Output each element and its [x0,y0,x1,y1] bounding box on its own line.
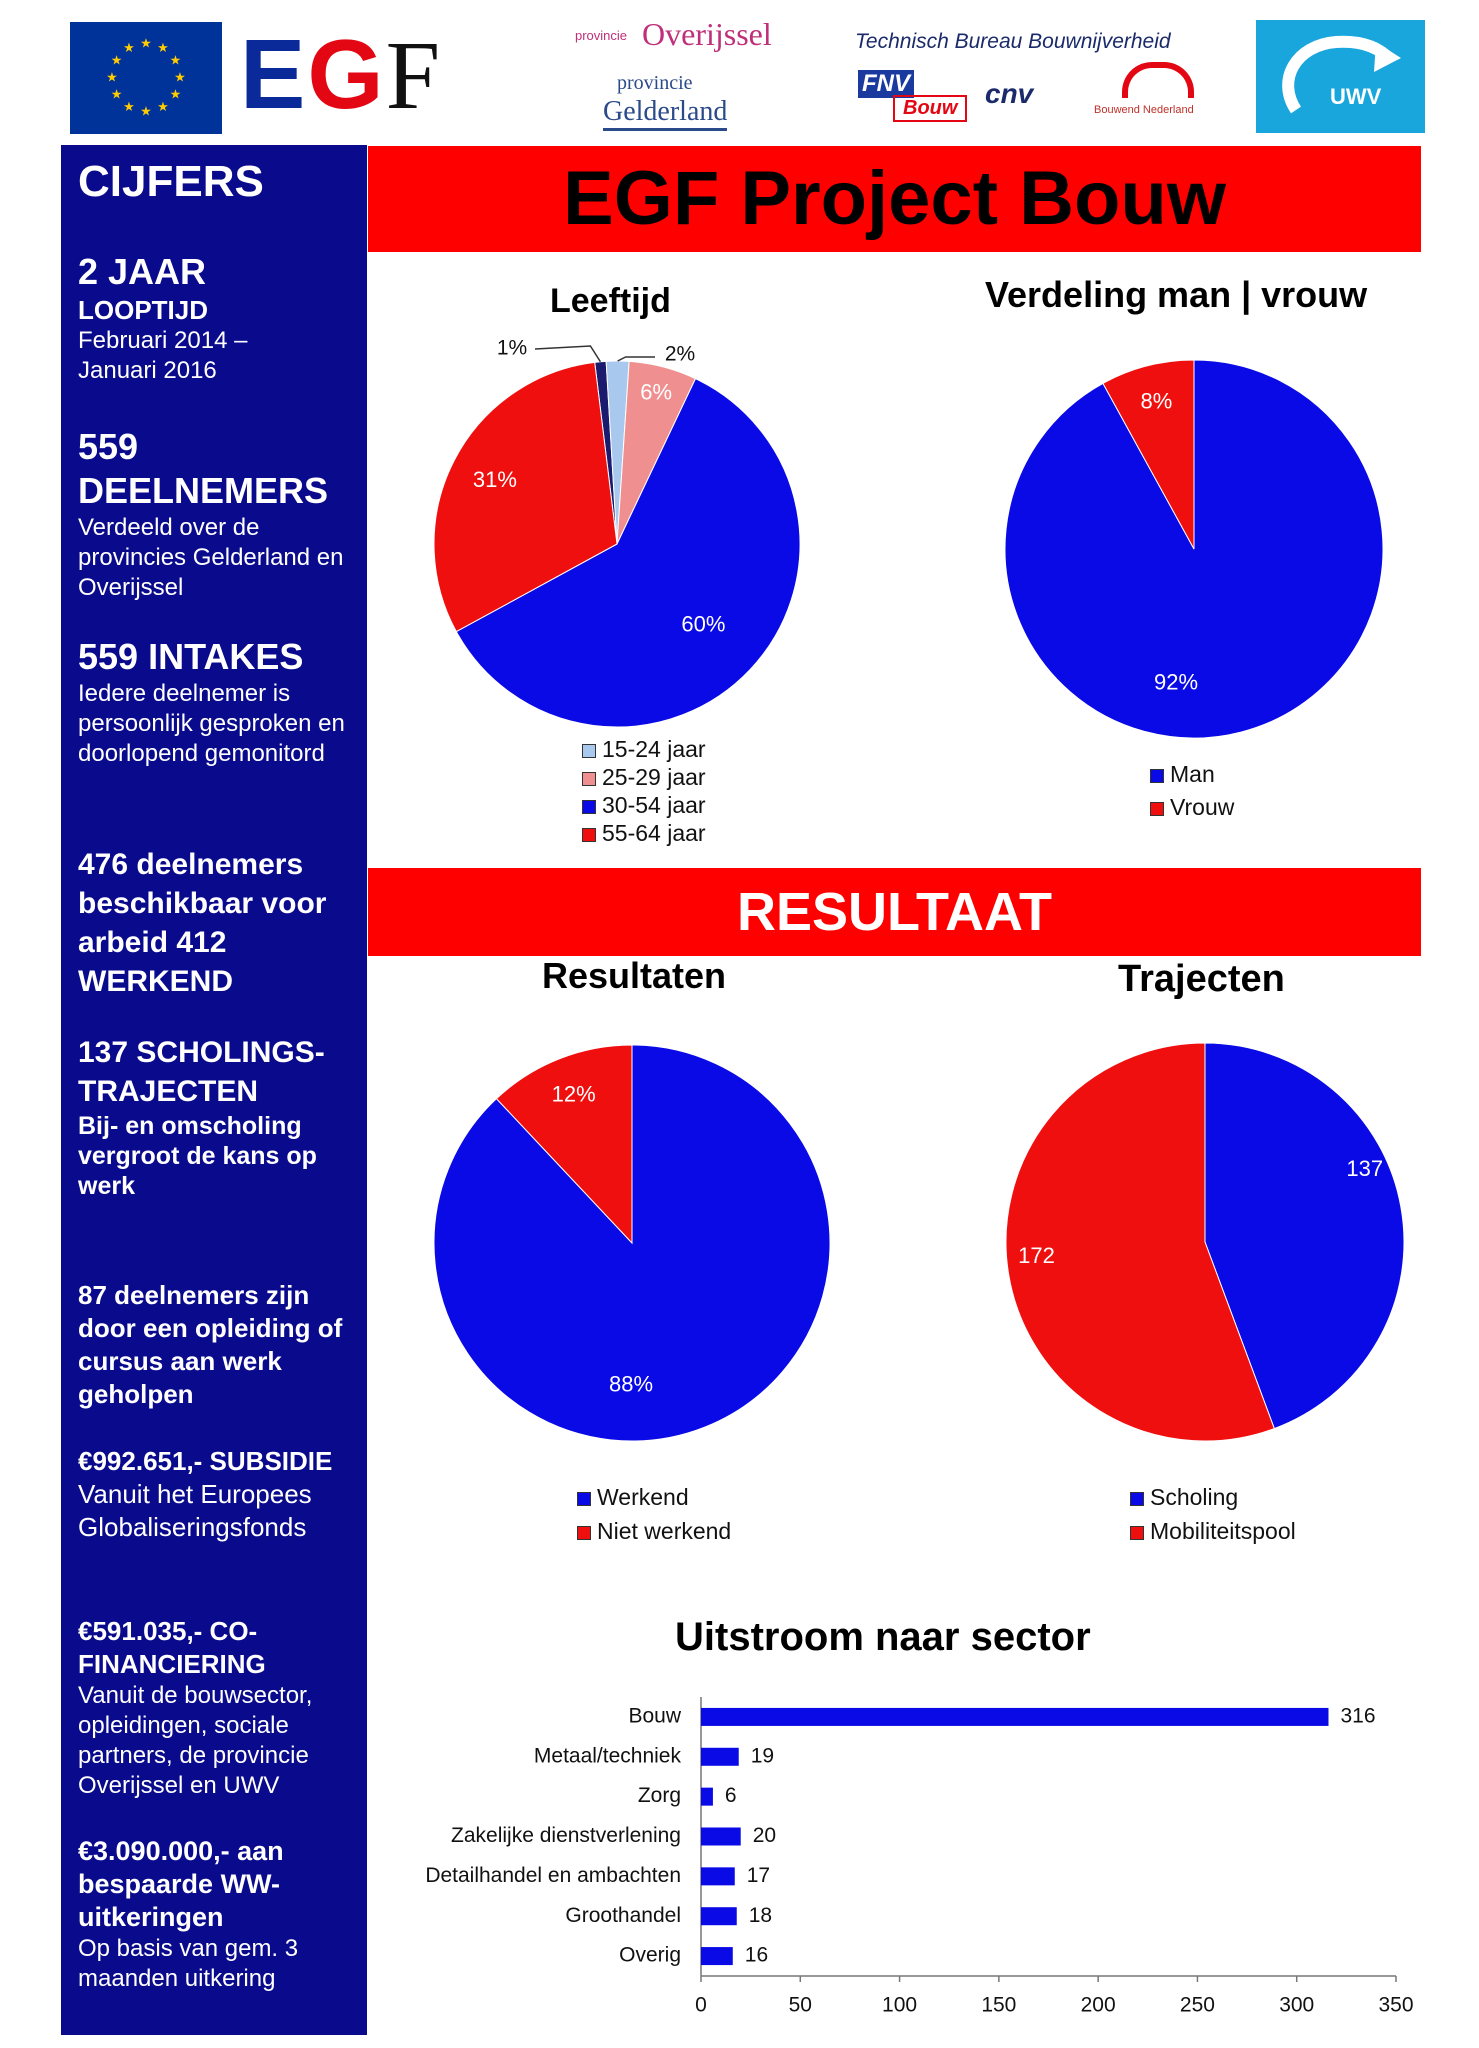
legend-resultaten-1 [577,1518,731,1545]
legend-swatch [577,1492,591,1506]
legend-leeftijd-2 [582,792,706,819]
fnv-bouw-logo: Bouw [893,95,967,122]
legend-swatch [1150,769,1164,783]
bar-category-label: Bouw [628,1704,681,1728]
bar-x-tick-label: 100 [882,1993,918,2017]
bar-category-label: Detailhandel en ambachten [425,1863,681,1887]
looptijd-value: 2 JAAR [78,251,207,292]
page-title: EGF Project Bouw [368,146,1421,252]
werkend-text: 476 deelnemers beschikbaar voor arbeid 412 WERKEND [78,848,327,998]
bar-overig [701,1947,733,1965]
bar-category-label: Groothandel [565,1903,681,1927]
eu-star-icon: ★ [106,69,118,85]
legend-verdeling-0 [1150,761,1215,788]
legend-label: 30-54 jaar [602,792,706,818]
bar-x-tick-label: 150 [981,1993,1017,2017]
leeftijd-label-age-55-64: 31% [472,467,517,493]
legend-swatch [577,1526,591,1540]
looptijd-label: LOOPTIJD [78,295,209,325]
legend-label: 25-29 jaar [602,764,706,790]
bar-zorg [701,1788,713,1806]
overijssel-logo: Overijssel [642,16,772,52]
legend-swatch [582,744,596,758]
eu-star-icon: ★ [123,39,135,55]
legend-leeftijd-3 [582,820,706,847]
eu-star-icon: ★ [110,86,123,102]
legend-resultaten-0 [577,1484,689,1511]
legend-trajecten-1 [1130,1518,1296,1545]
bar-zakelijke-dienstverlening [701,1828,741,1846]
bar-category-label: Zakelijke dienstverlening [451,1824,681,1848]
bar-value-label: 16 [744,1943,769,1967]
chart-title-leeftijd: Leeftijd [550,282,671,320]
intakes-value: 559 INTAKES [78,636,304,677]
legend-leeftijd-0 [582,736,706,763]
bar-x-tick-label: 200 [1080,1993,1116,2017]
leeftijd-label-15-24: 2% [664,342,696,366]
verdeling-label-man: 92% [1153,669,1199,695]
egf-logo-f: F [385,22,443,130]
bar-detailhandel-en-ambachten [701,1867,735,1885]
legend-swatch [582,800,596,814]
cofinanciering-text: Vanuit de bouwsector, opleidingen, sociale partners, de provincie Overijssel en UWV [78,1682,313,1799]
chart-title-trajecten: Trajecten [1118,958,1285,1000]
legend-swatch [1150,802,1164,816]
eu-star-icon: ★ [110,52,123,68]
uwv-label: UWV [1330,84,1382,109]
bar-x-tick-label: 350 [1378,1993,1414,2017]
bar-value-label: 316 [1340,1704,1376,1728]
legend-label: Mobiliteitspool [1150,1518,1296,1544]
eu-star-icon: ★ [140,35,152,51]
bar-groothandel [701,1907,737,1925]
sidebar-heading: CIJFERS [78,157,264,206]
leeftijd-label-extra: 1% [496,336,528,360]
bar-value-label: 17 [746,1863,771,1887]
subsidie-text: Vanuit het Europees Globaliseringsfonds [78,1479,312,1542]
legend-trajecten-0 [1130,1484,1238,1511]
legend-verdeling-1 [1150,794,1234,821]
chart-title-resultaten: Resultaten [542,955,727,996]
bar-value-label: 19 [750,1744,775,1768]
gelderland-logo: Gelderland [603,96,727,131]
intakes-text: Iedere deelnemer is persoonlijk gesproken en doorlopend gemonitord [78,680,345,767]
scholing-value: 137 SCHOLINGS-TRAJECTEN [78,1036,325,1108]
bar-x-tick-label: 0 [695,1993,707,2017]
deelnemers-text: Verdeeld over de provincies Gelderland en Overijssel [78,514,344,601]
looptijd-period: Februari 2014 – Januari 2016 [78,327,248,384]
bouwend-nl-logo: Bouwend Nederland [1094,104,1194,116]
cofinanciering-value: €591.035,- CO-FINANCIERING [78,1616,266,1679]
legend-swatch [582,828,596,842]
cnv-logo: cnv [985,78,1034,109]
tbb-logo: Technisch Bureau Bouwnijverheid [855,30,1171,53]
bar-x-tick-label: 50 [788,1993,812,2017]
leeftijd-label-age-25-29: 6% [640,379,673,405]
bar-category-label: Overig [619,1943,681,1967]
eu-star-icon: ★ [174,69,186,85]
scholing-text: Bij- en omscholing vergroot de kans op werk [78,1112,317,1200]
ww-value: €3.090.000,- aan bespaarde WW-uitkeringen [78,1836,284,1932]
legend-label: Vrouw [1170,794,1235,820]
legend-swatch [582,772,596,786]
deelnemers-value: 559 DEELNEMERS [78,426,329,511]
bar-value-label: 20 [752,1824,777,1848]
eu-star-icon: ★ [157,98,169,114]
result-banner: RESULTAAT [368,868,1421,956]
legend-label: 15-24 jaar [602,736,706,762]
leeftijd-label-age-30-54: 60% [681,611,726,637]
bar-bouw [701,1708,1328,1726]
legend-label: Man [1170,761,1215,787]
eu-star-icon: ★ [123,98,135,114]
eu-star-icon: ★ [169,86,182,102]
bar-x-tick-label: 250 [1179,1993,1215,2017]
chart-title-uitstroom: Uitstroom naar sector [675,1615,1091,1659]
egf-logo-e: E [240,19,308,129]
gelderland-logo-small: provincie [617,72,693,94]
legend-label: Werkend [597,1484,689,1510]
subsidie-value: €992.651,- SUBSIDIE [78,1446,333,1476]
ww-text: Op basis van gem. 3 maanden uitkering [78,1935,299,1992]
bar-metaal-techniek [701,1748,739,1766]
trajecten-label-scholing: 137 [1346,1156,1384,1182]
legend-label: 55-64 jaar [602,820,706,846]
eu-star-icon: ★ [140,103,152,119]
trajecten-label-mobiliteitspool: 172 [1018,1243,1055,1269]
egf-logo-g: G [307,19,386,129]
legend-swatch [1130,1492,1144,1506]
opleiding-text: 87 deelnemers zijn door een opleiding of cursus aan werk geholpen [78,1280,343,1409]
bar-category-label: Metaal/techniek [533,1744,681,1768]
resultaten-label-werkend: 88% [608,1371,654,1397]
bar-category-label: Zorg [637,1784,681,1808]
eu-star-icon: ★ [157,39,169,55]
overijssel-logo-small: provincie [575,28,628,43]
verdeling-label-vrouw: 8% [1140,388,1173,414]
chart-title-verdeling: Verdeling man | vrouw [985,274,1368,315]
legend-label: Niet werkend [597,1518,732,1544]
legend-swatch [1130,1526,1144,1540]
bar-x-tick-label: 300 [1279,1993,1315,2017]
legend-leeftijd-1 [582,764,706,791]
eu-star-icon: ★ [169,52,182,68]
bar-value-label: 18 [748,1903,773,1927]
fnv-logo: FNV [858,70,914,98]
resultaten-label-niet-werkend: 12% [551,1081,596,1107]
legend-label: Scholing [1150,1484,1239,1510]
bar-value-label: 6 [724,1784,737,1808]
